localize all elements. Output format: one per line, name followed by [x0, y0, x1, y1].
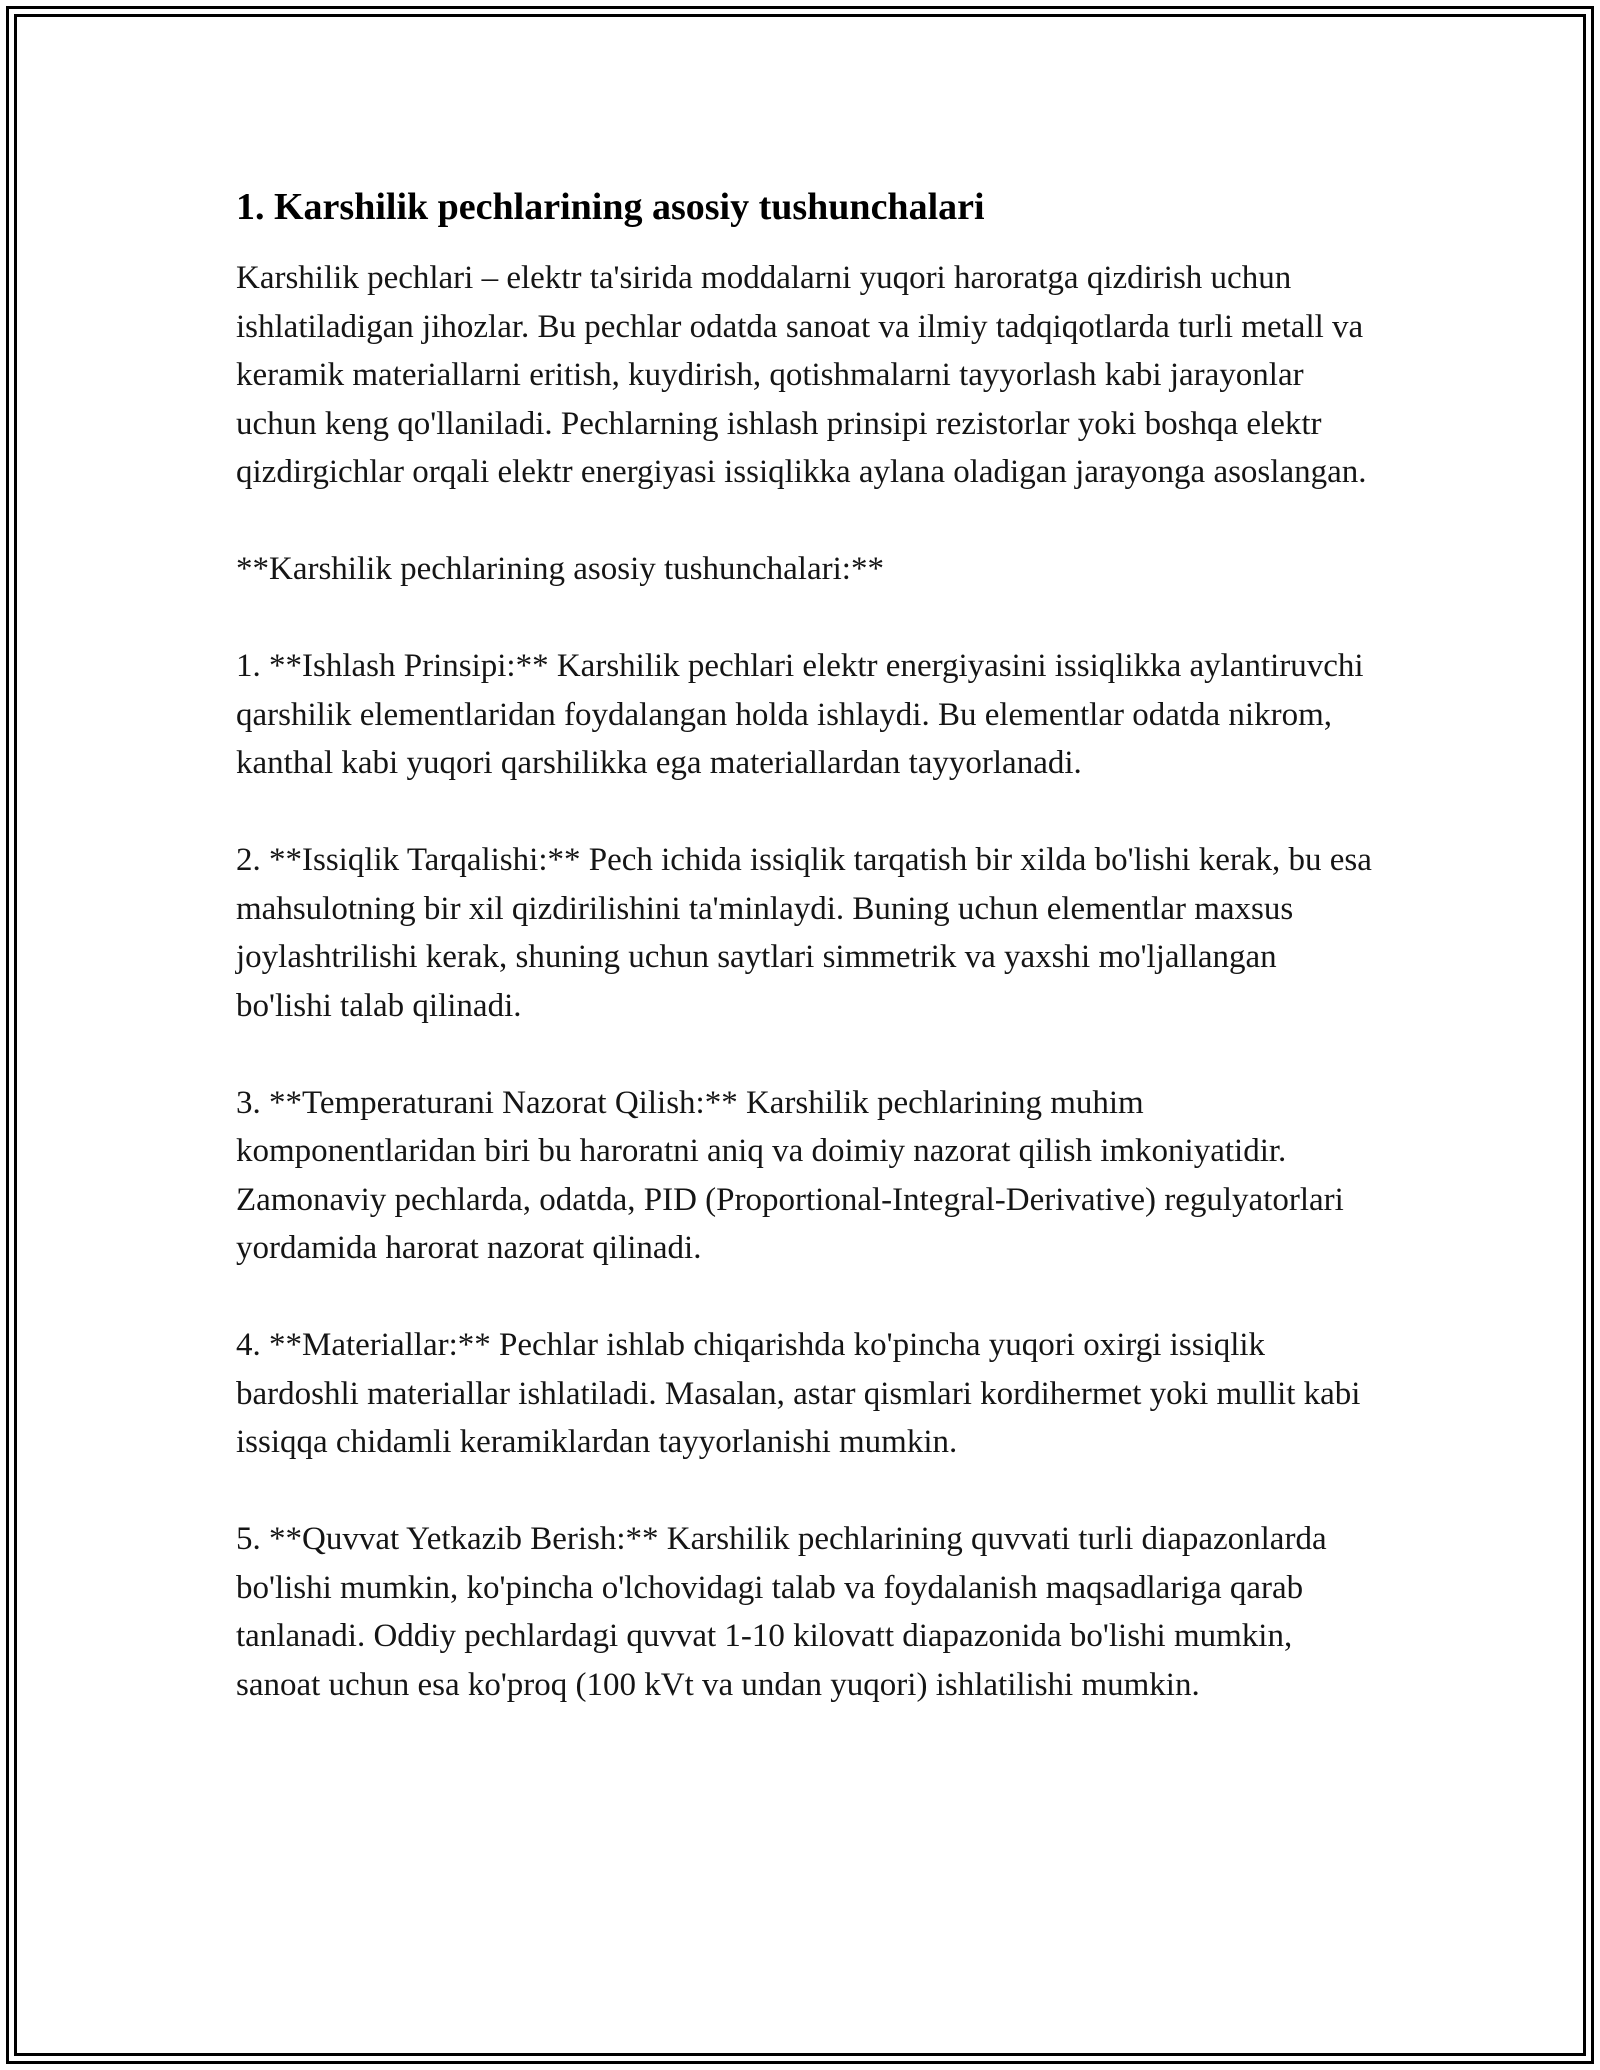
- document-body: [236, 184, 1376, 1709]
- list-item-2: 2. **Issiqlik Tarqalishi:** Pech ichida issiqlik tarqatish bir xilda bo'lishi kerak, bu esa mahsulotning bir xil qizdirilishini ta'minlaydi. Buning uchun elementlar maxsus joylashtrilishi kerak, shuning uchun saytlari simmetrik va yaxshi mo'ljallangan bo'lishi talab qilinadi.: [236, 842, 1372, 1024]
- subheading-paragraph: **Karshilik pechlarining asosiy tushunchalari:**: [236, 551, 884, 587]
- document-title: 1. Karshilik pechlarining asosiy tushunchalari: [236, 186, 985, 228]
- list-item-5: 5. **Quvvat Yetkazib Berish:** Karshilik pechlarining quvvati turli diapazonlarda bo'lishi mumkin, ko'pincha o'lchovidagi talab va foydalanish maqsadlariga qarab tanlanadi. Oddiy pechlardagi quvvat 1-10 kilovatt diapazonida bo'lishi mumkin, sanoat uchun esa ko'proq (100 kVt va undan yuqori) ishlatilishi mumkin.: [236, 1521, 1327, 1703]
- list-item-4: 4. **Materiallar:** Pechlar ishlab chiqarishda ko'pincha yuqori oxirgi issiqlik bardoshli materiallar ishlatiladi. Masalan, astar qismlari kordihermet yoki mullit kabi issiqqa chidamli keramiklardan tayyorlanishi mumkin.: [236, 1327, 1361, 1460]
- list-item-3: 3. **Temperaturani Nazorat Qilish:** Karshilik pechlarining muhim komponentlaridan biri bu haroratni aniq va doimiy nazorat qilish imkoniyatidir. Zamonaviy pechlarda, odatda, PID (Proportional-Integral-Derivative) regulyatorlari yordamida harorat nazorat qilinadi.: [236, 1084, 1344, 1266]
- intro-paragraph: Karshilik pechlari – elektr ta'sirida moddalarni yuqori haroratga qizdirish uchun ishlatiladigan jihozlar. Bu pechlar odatda sanoat va ilmiy tadqiqotlarda turli metall va keramik materiallarni eritish, kuydirish, qotishmalarni tayyorlash kabi jarayonlar uchun keng qo'llaniladi. Pechlarning ishlash prinsipi rezistorlar yoki boshqa elektr qizdirgichlar orqali elektr energiyasi issiqlikka aylana oladigan jarayonga asoslangan.: [236, 260, 1367, 490]
- list-item-1: 1. **Ishlash Prinsipi:** Karshilik pechlari elektr energiyasini issiqlikka aylantiruvchi qarshilik elementlaridan foydalangan holda ishlaydi. Bu elementlar odatda nikrom, kanthal kabi yuqori qarshilikka ega materiallardan tayyorlanadi.: [236, 648, 1364, 781]
